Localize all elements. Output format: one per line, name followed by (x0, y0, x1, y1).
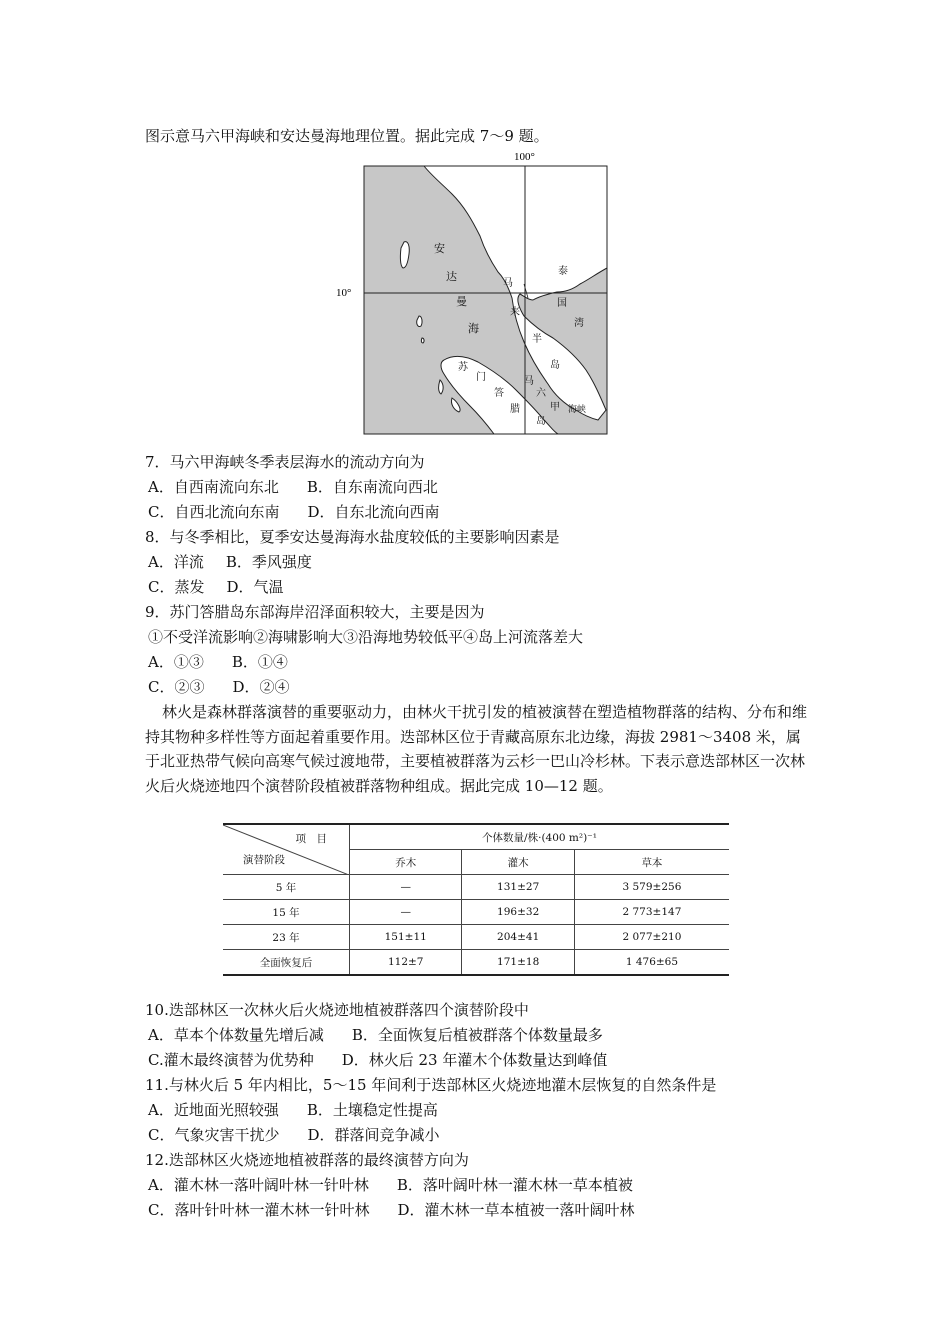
q9-option-a[interactable]: A．①③ (148, 653, 204, 671)
q8-stem: 8．与冬季相比，夏季安达曼海海水盐度较低的主要影响因素是 (145, 528, 560, 546)
cell-shrubs: 196±32 (462, 900, 574, 925)
q9-stem: 9．苏门答腊岛东部海岸沼泽面积较大，主要是因为 (145, 603, 485, 621)
q12-row2 (148, 1200, 635, 1220)
cell-herbs: 2 773±147 (574, 900, 729, 925)
label-an: 安 (434, 242, 445, 255)
cell-shrubs: 171±18 (462, 950, 574, 976)
q9-items: ①不受洋流影响②海啸影响大③沿海地势较低平④岛上河流落差大 (148, 628, 584, 646)
q10-stem: 10.迭部林区一次林火后火烧迹地植被群落四个演替阶段中 (145, 1001, 529, 1019)
label-ban: 半 (532, 334, 542, 345)
q9-row1 (148, 652, 288, 672)
label-ma2: 马 (524, 376, 534, 387)
q9-row2 (148, 677, 290, 697)
label-ma1: 马 (503, 278, 513, 289)
q12-option-b[interactable]: B．落叶阔叶林一灌木林一草本植被 (396, 1176, 633, 1194)
label-jia: 甲 (550, 402, 560, 413)
table-row (223, 950, 729, 976)
q11-option-c[interactable]: C．气象灾害干扰少 (148, 1126, 280, 1144)
q8-option-d[interactable]: D．气温 (226, 578, 284, 596)
label-man: 曼 (456, 295, 467, 308)
q7-option-a[interactable]: A．自西南流向东北 (148, 478, 279, 496)
q11-stem: 11.与林火后 5 年内相比，5～15 年间利于迭部林区火烧迹地灌木层恢复的自然条件是 (145, 1076, 717, 1094)
cell-trees: — (350, 900, 462, 925)
q9-option-d[interactable]: D．②④ (232, 678, 290, 696)
q12-option-a[interactable]: A．灌木林一落叶阔叶林一针叶林 (148, 1176, 369, 1194)
corner-diagonal (223, 825, 349, 875)
q7-stem: 7．马六甲海峡冬季表层海水的流动方向为 (145, 453, 425, 471)
label-guo: 国 (557, 298, 567, 309)
passage-10-12: 林火是森林群落演替的重要驱动力，由林火干扰引发的植被演替在塑造植物群落的结构、分布和维持其物种多样性等方面起着重要作用。迭部林区位于青藏高原东北边缘，海拔 2981～3408 米，属于北亚热带气候向高寒气候过渡地带，主要植被群落为云杉一巴山冷杉林。下表示意迭部林区一次林火后火烧迹地四个演替阶段植被群落物种组成。据此完成 10—12 题。 (145, 703, 808, 795)
small-island (421, 338, 424, 343)
table-row (223, 925, 729, 950)
q7-row1 (148, 477, 438, 497)
cell-trees: — (350, 875, 462, 900)
label-liu: 六 (536, 388, 546, 399)
label-tai: 泰 (558, 266, 568, 277)
cell-herbs: 3 579±256 (574, 875, 729, 900)
col-header-trees: 乔木 (350, 850, 462, 875)
q10-row1 (148, 1025, 603, 1045)
q12-option-c[interactable]: C．落叶针叶林一灌木林一针叶林 (148, 1201, 370, 1219)
table-row (223, 875, 729, 900)
label-dao2: 岛 (536, 416, 546, 427)
unit-header: 个体数量/株·(400 m²)⁻¹ (350, 824, 730, 850)
cell-shrubs: 131±27 (462, 875, 574, 900)
q10-option-a[interactable]: A．草本个体数量先增后减 (148, 1026, 324, 1044)
q7-option-c[interactable]: C．自西北流向东南 (148, 503, 280, 521)
q11-option-d[interactable]: D．群落间竞争减小 (307, 1126, 440, 1144)
cell-herbs: 1 476±65 (574, 950, 729, 976)
q7-row2 (148, 502, 440, 522)
label-la: 腊 (510, 404, 520, 415)
q7-option-d[interactable]: D．自东北流向西南 (307, 503, 440, 521)
row-stage: 15 年 (223, 900, 350, 925)
col-header-shrubs: 灌木 (462, 850, 574, 875)
q11-option-a[interactable]: A．近地面光照较强 (148, 1101, 279, 1119)
label-ta: 答 (494, 388, 504, 399)
q11-row1 (148, 1100, 438, 1120)
label-lai: 来 (510, 307, 520, 318)
q7-option-b[interactable]: B．自东南流向西北 (306, 478, 438, 496)
label-men: 门 (476, 372, 486, 383)
succession-table (223, 823, 729, 976)
col-header-herbs: 草本 (574, 850, 729, 875)
q10-row2 (148, 1050, 607, 1070)
q10-option-c[interactable]: C.灌木最终演替为优势种 (148, 1051, 314, 1069)
corner-item-label: 项 目 (295, 833, 327, 845)
q12-row1 (148, 1175, 633, 1195)
label-da: 达 (446, 270, 457, 283)
q10-option-b[interactable]: B．全面恢复后植被群落个体数量最多 (351, 1026, 603, 1044)
malacca-andaman-map (328, 148, 618, 440)
q8-option-b[interactable]: B．季风强度 (225, 553, 312, 571)
longitude-label: 100° (514, 151, 535, 163)
corner-stage-label: 演替阶段 (243, 854, 285, 866)
row-stage: 全面恢复后 (223, 950, 350, 976)
latitude-label: 10° (336, 287, 352, 299)
q8-option-c[interactable]: C．蒸发 (148, 578, 205, 596)
q8-option-a[interactable]: A．洋流 (148, 553, 204, 571)
cell-herbs: 2 077±210 (574, 925, 729, 950)
row-stage: 23 年 (223, 925, 350, 950)
q9-option-c[interactable]: C．②③ (148, 678, 205, 696)
q8-row1 (148, 552, 312, 572)
intro-7-9: 图示意马六甲海峡和安达曼海地理位置。据此完成 7～9 题。 (145, 127, 549, 145)
label-hai: 海 (468, 322, 479, 335)
cell-shrubs: 204±41 (462, 925, 574, 950)
table-corner (223, 824, 350, 875)
q10-option-d[interactable]: D．林火后 23 年灌木个体数量达到峰值 (341, 1051, 608, 1069)
q9-option-b[interactable]: B．①④ (231, 653, 288, 671)
q12-stem: 12.迭部林区火烧迹地植被群落的最终演替方向为 (145, 1151, 469, 1169)
cell-trees: 112±7 (350, 950, 462, 976)
cell-trees: 151±11 (350, 925, 462, 950)
q12-option-d[interactable]: D．灌木林一草本植被一落叶阔叶林 (397, 1201, 635, 1219)
table-row (223, 900, 729, 925)
q8-row2 (148, 577, 284, 597)
q11-option-b[interactable]: B．土壤稳定性提高 (306, 1101, 438, 1119)
row-stage: 5 年 (223, 875, 350, 900)
label-dao: 岛 (550, 360, 560, 371)
label-strait: 海峡 (568, 405, 587, 415)
q11-row2 (148, 1125, 440, 1145)
label-su: 苏 (458, 362, 468, 373)
label-wan: 湾 (574, 318, 584, 329)
